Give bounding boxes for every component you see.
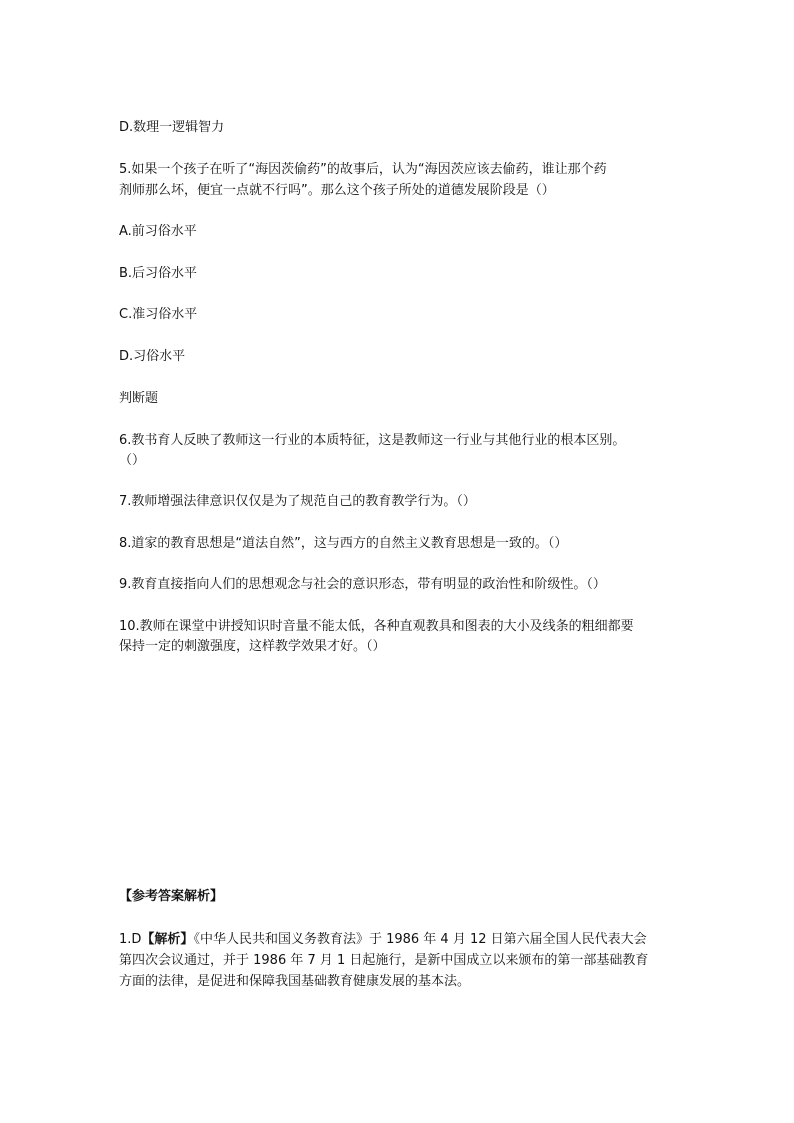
option-a-q5: A.前习俗水平: [119, 224, 197, 239]
question-10-line-1: 10.教师在课堂中讲授知识时音量不能太低，各种直观教具和图表的大小及线条的粗细都要: [119, 619, 634, 634]
question-7: 7.教师增强法律意识仅仅是为了规范自己的教育教学行为。（）: [119, 494, 476, 509]
answer-1-prefix: 1.D: [119, 932, 142, 947]
answer-1-tag: 【解析】: [141, 932, 194, 947]
answer-1-line-2: 第四次会议通过，并于 1986 年 7 月 1 日起施行，是新中国成立以来颁布的第一部基础教育: [119, 953, 649, 968]
question-5-line-1: 5.如果一个孩子在听了“海因茨偷药”的故事后，认为“海因茨应该去偷药，谁让那个药: [119, 162, 607, 177]
answer-heading: 【参考答案解析】: [119, 889, 224, 904]
option-b-q5: B.后习俗水平: [119, 266, 198, 281]
question-6-line-2: （）: [119, 453, 146, 468]
question-5-line-2: 剂师那么坏，便宜一点就不行吗”。那么这个孩子所处的道德发展阶段是（）: [119, 183, 555, 198]
section-heading-true-false: 判断题: [119, 391, 159, 406]
question-6-line-1: 6.教书育人反映了教师这一行业的本质特征，这是教师这一行业与其他行业的根本区别。: [119, 433, 626, 448]
answer-1-line-1: [119, 930, 679, 950]
question-8: 8.道家的教育思想是“道法自然”，这与西方的自然主义教育思想是一致的。（）: [119, 536, 568, 551]
answer-1-line-1-rest: 《中华人民共和国义务教育法》于 1986 年 4 月 12 日第六届全国人民代表大会: [193, 932, 647, 947]
question-9: 9.教育直接指向人们的思想观念与社会的意识形态，带有明显的政治性和阶级性。（）: [119, 577, 606, 592]
question-10-line-2: 保持一定的刺激强度，这样教学效果才好。（）: [119, 639, 386, 654]
option-d-q4: D.数理一逻辑智力: [119, 120, 225, 135]
option-d-q5: D.习俗水平: [119, 349, 186, 364]
option-c-q5: C.准习俗水平: [119, 307, 198, 322]
answer-1-line-3: 方面的法律，是促进和保障我国基础教育健康发展的基本法。: [119, 974, 471, 989]
